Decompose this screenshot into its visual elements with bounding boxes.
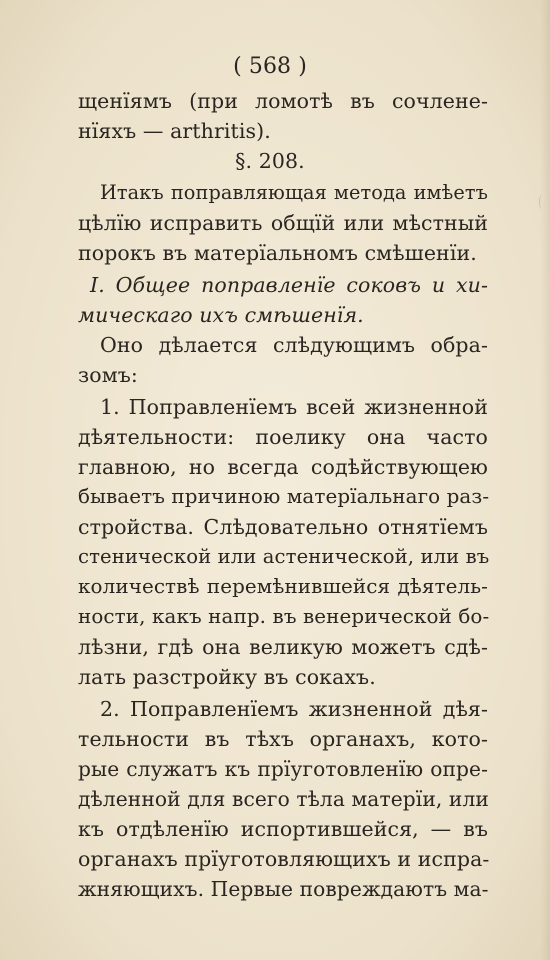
page-edge-shadow (540, 0, 550, 960)
text-line-16: стенической или астенической, или въ (78, 545, 490, 568)
text-line-24: дѣленной для всего тѣла матерїи, или (78, 787, 489, 811)
text-line-23: рые служатъ къ прїуготовленїю опре- (78, 757, 488, 781)
text-line-27: жняющихъ. Первые повреждаютъ ма- (78, 877, 489, 901)
text-line-6: порокъ въ матерїальномъ смѣшенїи. (78, 241, 477, 265)
text-line-10: зомъ: (78, 363, 138, 387)
section-heading: §. 208. (235, 149, 305, 173)
text-line-18: ности, какъ напр. въ венерической бо- (78, 605, 490, 628)
text-line-4: Итакъ поправляющая метода имѣетъ (100, 181, 488, 204)
text-line-19: лѣзни, гдѣ она великую можетъ сдѣ- (78, 635, 488, 659)
text-line-1: щенїямъ (при ломотѣ въ сочлене- (78, 89, 488, 113)
text-line-26: органахъ прїуготовляющихъ и испра- (78, 847, 490, 871)
text-line-14: бываетъ причиною матерїальнаго раз- (78, 485, 490, 508)
text-line-5: цѣлїю исправить общїй или мѣстный (78, 211, 488, 235)
text-line-9: Оно дѣлается слѣдующимъ обра- (100, 333, 488, 357)
text-line-17: количествѣ перемѣнившейся дѣятель- (78, 575, 488, 598)
list-item-1-line-1: 1. Поправленїемъ всей жизненной (100, 395, 488, 419)
list-item-2-line-1: 2. Поправленїемъ жизненной дѣя- (100, 697, 488, 721)
text-line-2: нїяхъ — arthritis). (78, 119, 271, 143)
page-number: ( 568 ) (233, 54, 307, 79)
subheading-line-1: I. Общее поправленїе соковъ и хи- (90, 273, 488, 297)
text-line-20: лать разстройку въ сокахъ. (78, 665, 376, 689)
text-line-25: къ отдѣленїю испортившейся, — въ (78, 817, 488, 841)
subheading-line-2: мическаго ихъ смѣшенїя. (78, 303, 364, 327)
text-line-22: тельности въ тѣхъ органахъ, кото- (78, 727, 488, 751)
text-line-15: стройства. Слѣдовательно отнятїемъ (78, 515, 488, 539)
text-line-12: дѣятельности: поелику она часто (78, 425, 488, 449)
text-line-13: главною, но всегда содѣйствующею (78, 455, 488, 479)
